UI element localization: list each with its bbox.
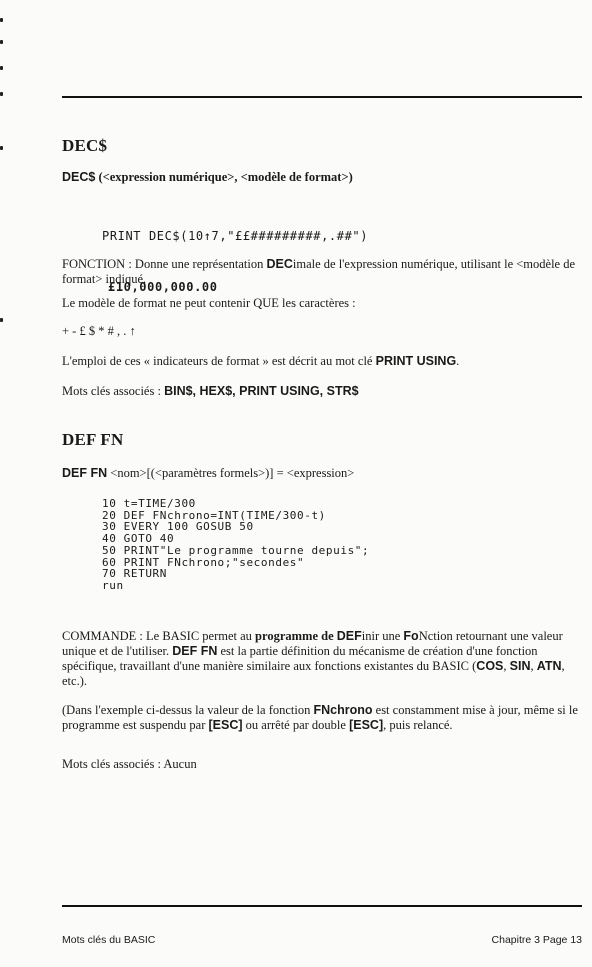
keyword: [ESC] <box>349 718 384 732</box>
code-line: 40 GOTO 40 <box>102 532 175 546</box>
code-line: 50 PRINT"Le programme tourne depuis"; <box>102 543 370 557</box>
deffn-syntax-args: <nom>[(<paramètres formels>)] = <expression> <box>107 466 355 480</box>
dec-syntax-args: (<expression numérique>, <modèle de format>) <box>95 170 353 184</box>
dec-related-keywords: Mots clés associés : BIN$, HEX$, PRINT USING, STR$ <box>62 384 359 398</box>
deffn-syntax <box>62 466 354 481</box>
margin-mark <box>0 18 3 22</box>
margin-mark <box>0 66 3 70</box>
deffn-syntax-keyword: DEF FN <box>62 466 108 480</box>
deffn-code-example <box>102 498 369 592</box>
keyword: SIN <box>509 659 531 673</box>
deffn-heading: DEF FN <box>62 430 124 449</box>
keyword: DEF <box>336 629 362 643</box>
code-line: 10 t=TIME/300 <box>102 497 196 510</box>
deffn-commande-paragraph: COMMANDE : Le BASIC permet au programme de DEFinir une FoNction retournant une valeur unique et de l'utiliser. DEF FN est la partie définition du mécanisme de création d'une fonction spécifique, travaillant d'une manière similaire aux fonctions existantes du BASIC (COS, SIN, ATN, etc.). <box>62 629 565 688</box>
bottom-rule <box>62 905 582 907</box>
keyword: PRINT USING <box>375 354 457 368</box>
code-line: 60 PRINT FNchrono;"secondes" <box>102 555 305 569</box>
keyword: DEC <box>266 257 293 271</box>
footer-left: Mots clés du BASIC <box>62 934 156 946</box>
deffn-related-keywords: Mots clés associés : Aucun <box>62 757 197 771</box>
keyword: Fo <box>403 629 419 643</box>
code-line: 20 DEF FNchrono=INT(TIME/300-t) <box>102 508 326 522</box>
dec-emploi-paragraph: L'emploi de ces « indicateurs de format » est décrit au mot clé PRINT USING. <box>62 354 460 368</box>
dec-syntax-keyword: DEC$ <box>62 170 96 184</box>
code-line: 30 EVERY 100 GOSUB 50 <box>102 520 254 534</box>
code-line: run <box>102 578 124 592</box>
deffn-note-paragraph: (Dans l'exemple ci-dessus la valeur de la fonction FNchrono est constamment mise à jour, même si le programme est suspendu par [ESC] ou arrêté par double [ESC], puis relancé. <box>62 703 578 732</box>
keyword-list: BIN$, HEX$, PRINT USING, STR$ <box>164 384 359 398</box>
dec-format-chars: + - £ $ * # , . ↑ <box>62 324 136 338</box>
code-line: 70 RETURN <box>102 567 168 581</box>
footer-right: Chapitre 3 Page 13 <box>491 934 582 946</box>
code-line: PRINT DEC$(10↑7,"££#########,.##") <box>102 229 369 243</box>
dec-modele-paragraph: Le modèle de format ne peut contenir QUE les caractères : <box>62 296 356 310</box>
keyword: DEF FN <box>172 644 218 658</box>
top-rule <box>62 96 582 98</box>
dec-syntax <box>62 170 353 185</box>
code-line: £10,000,000.00 <box>108 280 218 294</box>
margin-mark <box>0 40 3 44</box>
dec-fonction-paragraph: FONCTION : Donne une représentation DECimale de l'expression numérique, utilisant le <modèle de format> indiqué. <box>62 257 576 286</box>
margin-mark <box>0 318 3 322</box>
keyword: ATN <box>536 659 562 673</box>
keyword: COS <box>476 659 504 673</box>
dec-heading: DEC$ <box>62 136 108 155</box>
margin-mark <box>0 146 3 150</box>
keyword: [ESC] <box>208 718 243 732</box>
keyword: FNchrono <box>313 703 373 717</box>
margin-mark <box>0 92 3 96</box>
